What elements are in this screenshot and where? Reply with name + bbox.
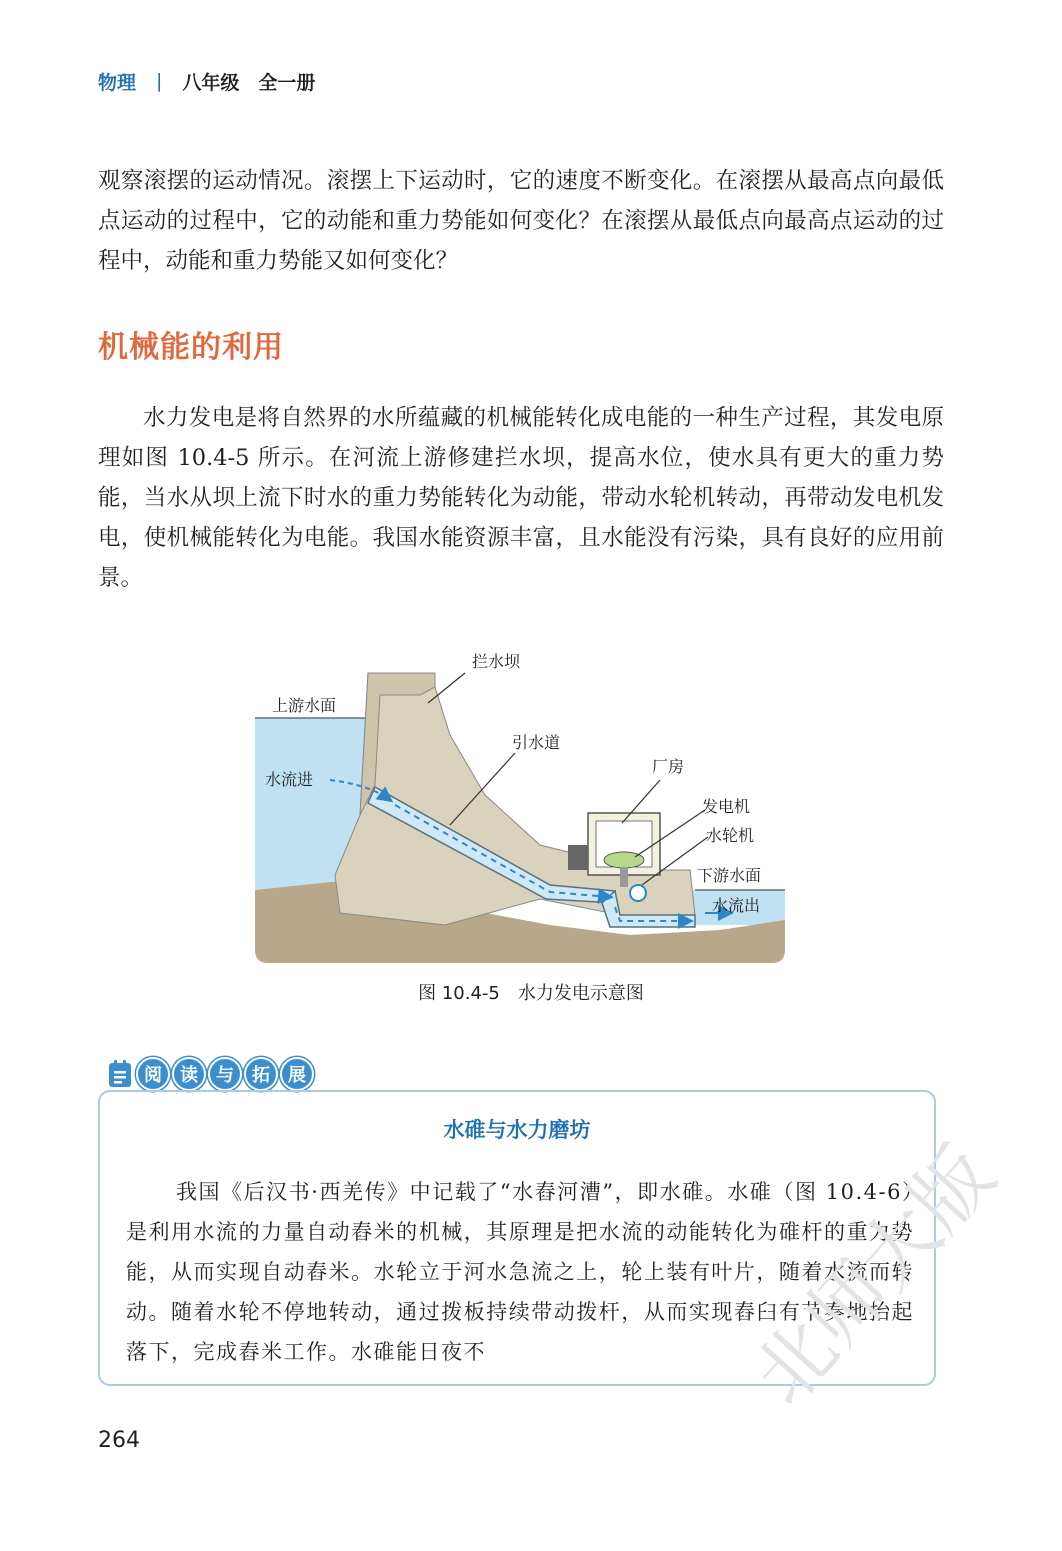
figure-caption: 图 10.4-5 水力发电示意图 (418, 983, 644, 1004)
subject-label: 物理 (98, 71, 137, 94)
turbine-label: 水轮机 (706, 826, 755, 845)
watermark: 北师大版 (736, 1130, 1013, 1423)
page-number: 264 (98, 1428, 140, 1453)
hydropower-diagram (250, 645, 790, 975)
notebook-icon (106, 1059, 134, 1089)
water-in-label: 水流进 (265, 770, 314, 789)
section-title: 机械能的利用 (98, 330, 284, 365)
header-separator: | (156, 70, 163, 92)
reading-extension-badge (106, 1058, 314, 1090)
badge-char-1: 阅 (136, 1057, 170, 1091)
page-header (98, 66, 315, 96)
badge-char-2: 读 (172, 1057, 206, 1091)
downstream-label: 下游水面 (697, 866, 762, 885)
generator-shaft (620, 867, 628, 887)
grade-label: 八年级 全一册 (182, 71, 316, 94)
generator-label: 发电机 (702, 797, 751, 816)
turbine (630, 885, 646, 901)
badge-char-4: 拓 (244, 1057, 278, 1091)
dam-label: 拦水坝 (472, 652, 521, 671)
reading-title: 水碓与水力磨坊 (443, 1118, 591, 1142)
intro-paragraph: 观察滚摆的运动情况。滚摆上下运动时，它的速度不断变化。在滚摆从最高点向最低点运动的过程中，它的动能和重力势能如何变化？在滚摆从最低点向最高点运动的过程中，动能和重力势能又如何变化？ (98, 168, 944, 274)
water-out-label: 水流出 (712, 896, 761, 915)
body-paragraph: 水力发电是将自然界的水所蕴藏的机械能转化成电能的一种生产过程，其发电原理如图 10.4-5 所示。在河流上游修建拦水坝，提高水位，使水具有更大的重力势能，当水从坝上流下时水的重力势能转化为动能，带动水轮机转动，再带动发电机发电，使机械能转化为电能。我国水能资源丰富，且水能没有污染，具有良好的应用前景。 (98, 405, 944, 591)
reading-text: 我国《后汉书·西羌传》中记载了“水舂河漕”，即水碓。水碓（图 10.4-6）是利用水流的力量自动舂米的机械，其原理是把水流的动能转化为碓杆的重力势能，从而实现自动舂米。水轮立于河水急流之上，轮上装有叶片，随着水流而转动。随着水轮不停地转动，通过拨板持续带动拨杆，从而实现舂臼有节奏地抬起落下，完成舂米工作。水碓能日夜不 (126, 1180, 914, 1364)
badge-char-5: 展 (280, 1057, 314, 1091)
upstream-label: 上游水面 (272, 696, 337, 715)
side-block (568, 845, 588, 870)
badge-char-3: 与 (208, 1057, 242, 1091)
penstock-label: 引水道 (512, 733, 561, 752)
plant-label: 厂房 (652, 757, 685, 776)
